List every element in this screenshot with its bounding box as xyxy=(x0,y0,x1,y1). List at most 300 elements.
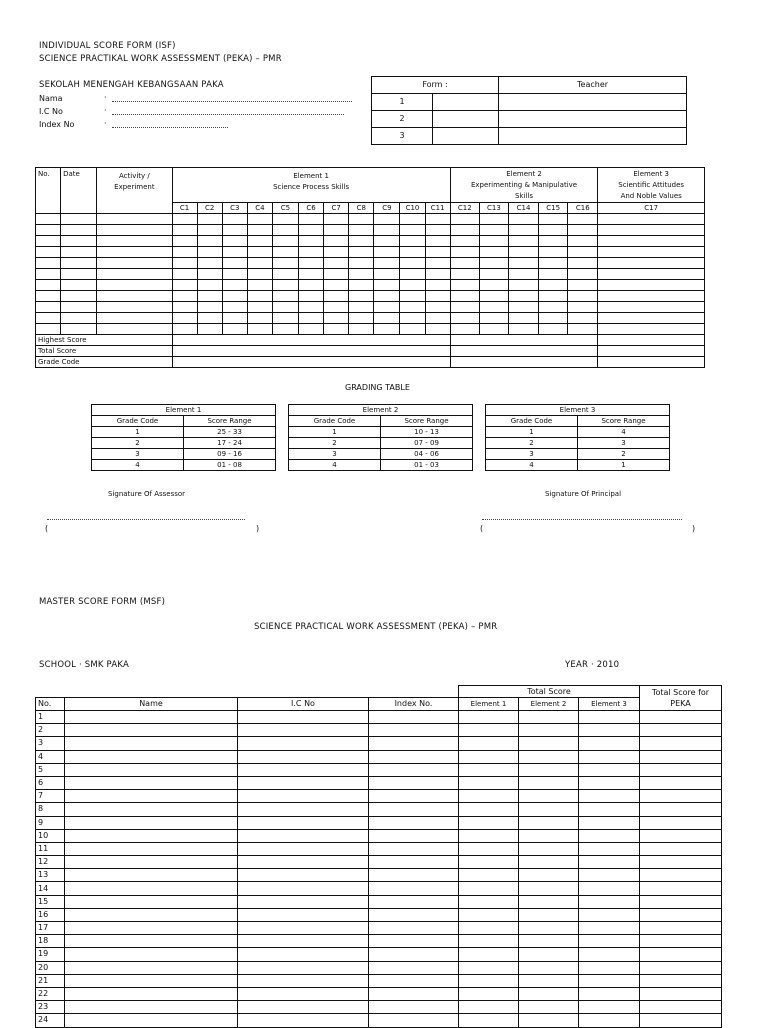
cell[interactable] xyxy=(598,302,705,313)
cell[interactable] xyxy=(425,302,450,313)
cell[interactable] xyxy=(172,269,197,280)
index-field[interactable] xyxy=(112,127,228,128)
cell[interactable] xyxy=(369,895,459,908)
cell[interactable] xyxy=(349,269,374,280)
cell[interactable] xyxy=(369,974,459,987)
cell[interactable] xyxy=(459,856,519,869)
cell[interactable] xyxy=(97,214,172,225)
cell[interactable] xyxy=(579,882,640,895)
cell[interactable] xyxy=(36,225,61,236)
cell[interactable] xyxy=(65,856,238,869)
cell[interactable] xyxy=(539,291,568,302)
cell[interactable] xyxy=(400,313,425,324)
cell[interactable] xyxy=(172,346,450,357)
cell[interactable] xyxy=(65,1001,238,1014)
cell[interactable] xyxy=(400,280,425,291)
cell[interactable] xyxy=(519,790,579,803)
cell[interactable] xyxy=(299,236,324,247)
cell[interactable] xyxy=(519,922,579,935)
cell[interactable] xyxy=(324,258,349,269)
cell[interactable] xyxy=(222,324,247,335)
cell[interactable] xyxy=(238,961,369,974)
cell[interactable] xyxy=(238,763,369,776)
cell[interactable] xyxy=(425,324,450,335)
cell[interactable] xyxy=(425,269,450,280)
cell[interactable] xyxy=(349,225,374,236)
cell[interactable] xyxy=(519,803,579,816)
cell[interactable] xyxy=(61,225,97,236)
cell[interactable] xyxy=(172,258,197,269)
cell[interactable] xyxy=(519,711,579,724)
cell[interactable] xyxy=(579,842,640,855)
cell[interactable] xyxy=(519,856,579,869)
cell[interactable] xyxy=(36,324,61,335)
cell[interactable] xyxy=(519,882,579,895)
cell[interactable] xyxy=(450,291,479,302)
cell[interactable] xyxy=(238,856,369,869)
cell[interactable] xyxy=(640,895,722,908)
cell[interactable] xyxy=(238,842,369,855)
cell[interactable] xyxy=(238,711,369,724)
cell[interactable] xyxy=(640,750,722,763)
cell[interactable] xyxy=(65,882,238,895)
cell[interactable] xyxy=(374,302,400,313)
cell[interactable] xyxy=(459,908,519,921)
principal-signature-line[interactable] xyxy=(482,519,682,520)
cell[interactable] xyxy=(425,214,450,225)
cell[interactable] xyxy=(65,935,238,948)
cell[interactable] xyxy=(640,922,722,935)
cell[interactable] xyxy=(36,269,61,280)
cell[interactable] xyxy=(479,225,508,236)
cell[interactable] xyxy=(238,987,369,1000)
cell[interactable] xyxy=(519,829,579,842)
cell[interactable] xyxy=(272,258,298,269)
cell[interactable] xyxy=(172,247,197,258)
cell[interactable] xyxy=(65,737,238,750)
cell[interactable] xyxy=(459,974,519,987)
cell[interactable] xyxy=(579,856,640,869)
cell[interactable] xyxy=(640,908,722,921)
cell[interactable] xyxy=(97,280,172,291)
cell[interactable] xyxy=(349,302,374,313)
cell[interactable] xyxy=(247,313,272,324)
cell[interactable] xyxy=(272,313,298,324)
cell[interactable] xyxy=(172,280,197,291)
cell[interactable] xyxy=(349,313,374,324)
cell[interactable] xyxy=(369,829,459,842)
cell[interactable] xyxy=(640,776,722,789)
cell[interactable] xyxy=(519,1014,579,1027)
cell[interactable] xyxy=(568,236,598,247)
cell[interactable] xyxy=(369,935,459,948)
cell[interactable] xyxy=(324,236,349,247)
cell[interactable] xyxy=(299,302,324,313)
cell[interactable] xyxy=(222,313,247,324)
cell[interactable] xyxy=(519,987,579,1000)
cell[interactable] xyxy=(450,247,479,258)
cell[interactable] xyxy=(640,737,722,750)
cell[interactable] xyxy=(400,258,425,269)
cell[interactable] xyxy=(36,302,61,313)
cell[interactable] xyxy=(247,302,272,313)
cell[interactable] xyxy=(65,869,238,882)
cell[interactable] xyxy=(598,247,705,258)
cell[interactable] xyxy=(374,258,400,269)
cell[interactable] xyxy=(272,291,298,302)
cell[interactable] xyxy=(97,313,172,324)
cell[interactable] xyxy=(369,750,459,763)
cell[interactable] xyxy=(479,313,508,324)
cell[interactable] xyxy=(197,313,222,324)
cell[interactable] xyxy=(65,948,238,961)
cell[interactable] xyxy=(459,1014,519,1027)
cell[interactable] xyxy=(598,313,705,324)
cell[interactable] xyxy=(97,302,172,313)
cell[interactable] xyxy=(65,750,238,763)
cell[interactable] xyxy=(579,829,640,842)
cell[interactable] xyxy=(479,247,508,258)
cell[interactable] xyxy=(349,324,374,335)
form-cell[interactable] xyxy=(433,94,499,111)
cell[interactable] xyxy=(65,711,238,724)
cell[interactable] xyxy=(222,258,247,269)
cell[interactable] xyxy=(459,790,519,803)
cell[interactable] xyxy=(568,280,598,291)
cell[interactable] xyxy=(579,961,640,974)
cell[interactable] xyxy=(459,724,519,737)
cell[interactable] xyxy=(579,895,640,908)
cell[interactable] xyxy=(539,214,568,225)
cell[interactable] xyxy=(479,269,508,280)
cell[interactable] xyxy=(459,842,519,855)
cell[interactable] xyxy=(508,269,538,280)
cell[interactable] xyxy=(222,302,247,313)
cell[interactable] xyxy=(238,816,369,829)
cell[interactable] xyxy=(519,974,579,987)
cell[interactable] xyxy=(247,258,272,269)
cell[interactable] xyxy=(640,711,722,724)
cell[interactable] xyxy=(374,280,400,291)
cell[interactable] xyxy=(238,776,369,789)
cell[interactable] xyxy=(519,1001,579,1014)
cell[interactable] xyxy=(61,324,97,335)
cell[interactable] xyxy=(222,236,247,247)
cell[interactable] xyxy=(519,908,579,921)
cell[interactable] xyxy=(640,882,722,895)
cell[interactable] xyxy=(519,750,579,763)
cell[interactable] xyxy=(36,280,61,291)
cell[interactable] xyxy=(459,711,519,724)
cell[interactable] xyxy=(400,269,425,280)
cell[interactable] xyxy=(579,935,640,948)
cell[interactable] xyxy=(65,922,238,935)
cell[interactable] xyxy=(459,763,519,776)
cell[interactable] xyxy=(450,236,479,247)
cell[interactable] xyxy=(324,302,349,313)
cell[interactable] xyxy=(579,750,640,763)
cell[interactable] xyxy=(374,214,400,225)
cell[interactable] xyxy=(459,816,519,829)
cell[interactable] xyxy=(598,335,705,346)
cell[interactable] xyxy=(222,291,247,302)
cell[interactable] xyxy=(640,724,722,737)
cell[interactable] xyxy=(640,790,722,803)
cell[interactable] xyxy=(369,711,459,724)
cell[interactable] xyxy=(172,302,197,313)
cell[interactable] xyxy=(369,869,459,882)
cell[interactable] xyxy=(519,816,579,829)
cell[interactable] xyxy=(479,280,508,291)
cell[interactable] xyxy=(579,816,640,829)
cell[interactable] xyxy=(539,247,568,258)
cell[interactable] xyxy=(61,269,97,280)
cell[interactable] xyxy=(579,763,640,776)
cell[interactable] xyxy=(450,269,479,280)
cell[interactable] xyxy=(479,302,508,313)
cell[interactable] xyxy=(299,280,324,291)
cell[interactable] xyxy=(369,882,459,895)
cell[interactable] xyxy=(61,236,97,247)
cell[interactable] xyxy=(369,908,459,921)
cell[interactable] xyxy=(450,346,598,357)
cell[interactable] xyxy=(568,269,598,280)
cell[interactable] xyxy=(374,313,400,324)
cell[interactable] xyxy=(519,869,579,882)
cell[interactable] xyxy=(197,236,222,247)
cell[interactable] xyxy=(425,225,450,236)
cell[interactable] xyxy=(400,247,425,258)
cell[interactable] xyxy=(598,269,705,280)
cell[interactable] xyxy=(369,948,459,961)
cell[interactable] xyxy=(238,935,369,948)
cell[interactable] xyxy=(172,335,450,346)
cell[interactable] xyxy=(640,961,722,974)
cell[interactable] xyxy=(519,842,579,855)
cell[interactable] xyxy=(172,236,197,247)
cell[interactable] xyxy=(508,258,538,269)
cell[interactable] xyxy=(640,987,722,1000)
cell[interactable] xyxy=(272,280,298,291)
cell[interactable] xyxy=(222,280,247,291)
cell[interactable] xyxy=(598,225,705,236)
cell[interactable] xyxy=(65,842,238,855)
cell[interactable] xyxy=(539,236,568,247)
cell[interactable] xyxy=(508,236,538,247)
cell[interactable] xyxy=(299,324,324,335)
cell[interactable] xyxy=(579,908,640,921)
cell[interactable] xyxy=(272,247,298,258)
cell[interactable] xyxy=(640,974,722,987)
teacher-cell[interactable] xyxy=(499,111,687,128)
cell[interactable] xyxy=(65,974,238,987)
ic-field[interactable] xyxy=(112,114,344,115)
cell[interactable] xyxy=(36,214,61,225)
cell[interactable] xyxy=(539,302,568,313)
cell[interactable] xyxy=(349,247,374,258)
cell[interactable] xyxy=(640,842,722,855)
cell[interactable] xyxy=(324,269,349,280)
cell[interactable] xyxy=(272,269,298,280)
cell[interactable] xyxy=(539,269,568,280)
cell[interactable] xyxy=(374,247,400,258)
name-field[interactable] xyxy=(112,101,352,102)
cell[interactable] xyxy=(324,324,349,335)
cell[interactable] xyxy=(598,346,705,357)
cell[interactable] xyxy=(97,247,172,258)
cell[interactable] xyxy=(222,225,247,236)
cell[interactable] xyxy=(568,302,598,313)
cell[interactable] xyxy=(374,324,400,335)
cell[interactable] xyxy=(324,225,349,236)
cell[interactable] xyxy=(369,724,459,737)
cell[interactable] xyxy=(519,948,579,961)
cell[interactable] xyxy=(97,225,172,236)
cell[interactable] xyxy=(299,269,324,280)
cell[interactable] xyxy=(61,258,97,269)
cell[interactable] xyxy=(400,225,425,236)
cell[interactable] xyxy=(247,280,272,291)
cell[interactable] xyxy=(508,214,538,225)
cell[interactable] xyxy=(425,258,450,269)
cell[interactable] xyxy=(238,922,369,935)
cell[interactable] xyxy=(238,750,369,763)
cell[interactable] xyxy=(450,313,479,324)
cell[interactable] xyxy=(579,869,640,882)
cell[interactable] xyxy=(374,225,400,236)
cell[interactable] xyxy=(97,291,172,302)
cell[interactable] xyxy=(579,987,640,1000)
cell[interactable] xyxy=(247,225,272,236)
cell[interactable] xyxy=(65,816,238,829)
cell[interactable] xyxy=(579,948,640,961)
cell[interactable] xyxy=(197,302,222,313)
cell[interactable] xyxy=(450,324,479,335)
cell[interactable] xyxy=(349,214,374,225)
cell[interactable] xyxy=(349,291,374,302)
cell[interactable] xyxy=(324,291,349,302)
cell[interactable] xyxy=(598,258,705,269)
cell[interactable] xyxy=(324,313,349,324)
cell[interactable] xyxy=(272,214,298,225)
cell[interactable] xyxy=(579,974,640,987)
cell[interactable] xyxy=(61,313,97,324)
cell[interactable] xyxy=(459,882,519,895)
cell[interactable] xyxy=(425,313,450,324)
cell[interactable] xyxy=(197,225,222,236)
cell[interactable] xyxy=(369,987,459,1000)
cell[interactable] xyxy=(172,313,197,324)
cell[interactable] xyxy=(247,214,272,225)
cell[interactable] xyxy=(61,302,97,313)
cell[interactable] xyxy=(579,790,640,803)
cell[interactable] xyxy=(61,214,97,225)
cell[interactable] xyxy=(222,247,247,258)
cell[interactable] xyxy=(519,961,579,974)
cell[interactable] xyxy=(598,357,705,368)
cell[interactable] xyxy=(65,829,238,842)
cell[interactable] xyxy=(238,948,369,961)
cell[interactable] xyxy=(238,974,369,987)
cell[interactable] xyxy=(579,737,640,750)
cell[interactable] xyxy=(508,302,538,313)
cell[interactable] xyxy=(598,214,705,225)
cell[interactable] xyxy=(222,269,247,280)
cell[interactable] xyxy=(197,258,222,269)
cell[interactable] xyxy=(324,280,349,291)
cell[interactable] xyxy=(568,313,598,324)
cell[interactable] xyxy=(369,816,459,829)
cell[interactable] xyxy=(65,790,238,803)
cell[interactable] xyxy=(425,291,450,302)
cell[interactable] xyxy=(459,1001,519,1014)
cell[interactable] xyxy=(479,324,508,335)
cell[interactable] xyxy=(598,291,705,302)
cell[interactable] xyxy=(369,842,459,855)
cell[interactable] xyxy=(459,961,519,974)
cell[interactable] xyxy=(450,225,479,236)
cell[interactable] xyxy=(640,1014,722,1027)
cell[interactable] xyxy=(369,737,459,750)
cell[interactable] xyxy=(539,258,568,269)
cell[interactable] xyxy=(640,869,722,882)
cell[interactable] xyxy=(640,935,722,948)
cell[interactable] xyxy=(272,302,298,313)
cell[interactable] xyxy=(539,313,568,324)
cell[interactable] xyxy=(61,291,97,302)
cell[interactable] xyxy=(459,829,519,842)
cell[interactable] xyxy=(65,776,238,789)
cell[interactable] xyxy=(299,247,324,258)
cell[interactable] xyxy=(65,895,238,908)
cell[interactable] xyxy=(450,335,598,346)
cell[interactable] xyxy=(65,803,238,816)
cell[interactable] xyxy=(349,280,374,291)
cell[interactable] xyxy=(579,922,640,935)
cell[interactable] xyxy=(172,214,197,225)
cell[interactable] xyxy=(508,324,538,335)
cell[interactable] xyxy=(197,280,222,291)
cell[interactable] xyxy=(459,895,519,908)
cell[interactable] xyxy=(640,829,722,842)
cell[interactable] xyxy=(508,247,538,258)
cell[interactable] xyxy=(450,302,479,313)
cell[interactable] xyxy=(369,790,459,803)
cell[interactable] xyxy=(479,214,508,225)
cell[interactable] xyxy=(369,922,459,935)
cell[interactable] xyxy=(272,225,298,236)
cell[interactable] xyxy=(61,280,97,291)
cell[interactable] xyxy=(65,1014,238,1027)
cell[interactable] xyxy=(97,236,172,247)
cell[interactable] xyxy=(299,225,324,236)
cell[interactable] xyxy=(324,214,349,225)
cell[interactable] xyxy=(400,291,425,302)
cell[interactable] xyxy=(299,291,324,302)
cell[interactable] xyxy=(97,324,172,335)
cell[interactable] xyxy=(374,291,400,302)
cell[interactable] xyxy=(65,724,238,737)
cell[interactable] xyxy=(425,247,450,258)
cell[interactable] xyxy=(197,291,222,302)
cell[interactable] xyxy=(450,357,598,368)
cell[interactable] xyxy=(197,247,222,258)
teacher-cell[interactable] xyxy=(499,94,687,111)
cell[interactable] xyxy=(539,225,568,236)
cell[interactable] xyxy=(640,763,722,776)
cell[interactable] xyxy=(222,214,247,225)
cell[interactable] xyxy=(197,214,222,225)
